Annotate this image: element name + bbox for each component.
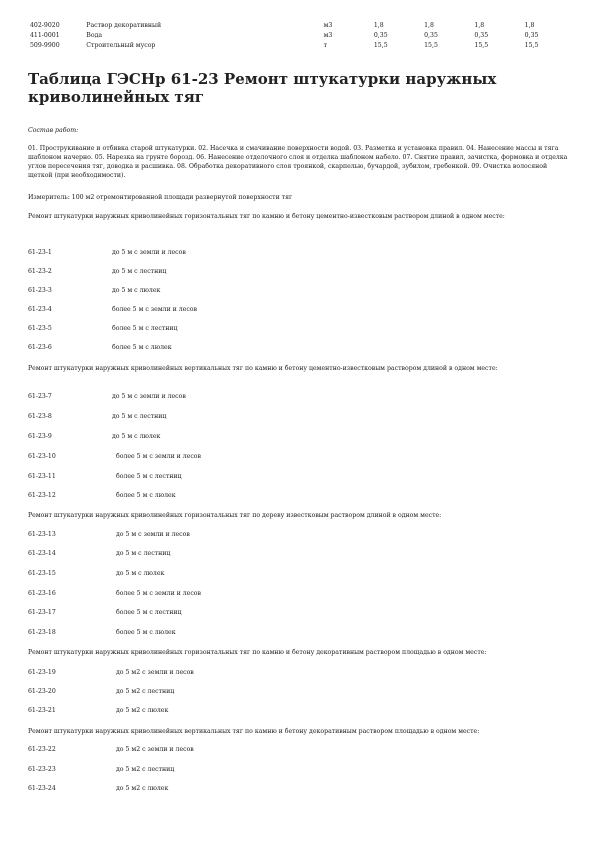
item-code: 61-23-5 — [28, 325, 52, 332]
item-code: 61-23-24 — [28, 785, 56, 792]
list-item — [28, 343, 172, 352]
item-text: до 5 м с лестниц — [112, 413, 167, 420]
list-item — [28, 668, 194, 677]
group-heading: Ремонт штукатурки наружных криволинейных вертикальных тяг по камню и бетону цементно-известковым раствором длиной в одном месте: — [28, 365, 498, 372]
list-item — [28, 412, 166, 421]
item-code: 61-23-15 — [28, 570, 56, 577]
item-code: 61-23-3 — [28, 287, 52, 294]
table-row — [30, 30, 575, 40]
item-code: 61-23-20 — [28, 688, 56, 695]
list-item — [28, 706, 168, 715]
resource-value: 1,8 — [424, 21, 434, 29]
item-code: 61-23-9 — [28, 433, 52, 440]
item-code: 61-23-4 — [28, 306, 52, 313]
item-text: до 5 м2 с люлек — [116, 707, 169, 714]
item-code: 61-23-18 — [28, 629, 56, 636]
list-item — [28, 324, 178, 333]
item-text: более 5 м с люлек — [116, 629, 176, 636]
item-text: более 5 м с земли и лесов — [116, 590, 202, 597]
list-item — [28, 608, 182, 617]
list-item — [28, 569, 164, 578]
table-row — [30, 20, 575, 30]
item-code: 61-23-1 — [28, 249, 52, 256]
list-item — [28, 248, 186, 257]
item-code: 61-23-8 — [28, 413, 52, 420]
work-composition-text: 01. Прострукивание и отбивка старой штукатурки. 02. Насечка и смачивание поверхности водой. 03. Разметка и установка правил. 04. Нанесение массы и тяга шаблоном начерно. 05. Нарезка на грунте борозд. 06. Нанесение отделочного слоя и отделка шаблоном набело. 07. Снятие правил, зачистка, формовка и отделка углов пересечения тяг, доводка и расшивка. 08. Обработка декоративного слоя троянкой, скарпелью, бучардой, зубилом, гребенкой. 09. Очистка волосяной щеткой (при необходимости). — [28, 145, 568, 179]
resource-unit: м3 — [323, 21, 333, 29]
item-text: до 5 м с земли и лесов — [116, 531, 190, 538]
item-text: более 5 м с лестниц — [116, 473, 182, 480]
group-heading: Ремонт штукатурки наружных криволинейных горизонтальных тяг по камню и бетону декоративным раствором площадью в одном месте: — [28, 649, 487, 656]
item-code: 61-23-12 — [28, 492, 56, 499]
resource-unit: м3 — [323, 31, 333, 39]
list-item — [28, 549, 170, 558]
item-code: 61-23-17 — [28, 609, 56, 616]
item-text: до 5 м с земли и лесов — [112, 393, 186, 400]
item-code: 61-23-21 — [28, 707, 56, 714]
resource-name: Вода — [86, 31, 103, 39]
item-code: 61-23-7 — [28, 393, 52, 400]
group-heading: Ремонт штукатурки наружных криволинейных горизонтальных тяг по дереву известковым раствором длиной в одном месте: — [28, 512, 442, 519]
list-item — [28, 472, 182, 481]
list-item — [28, 392, 186, 401]
resource-table — [30, 20, 575, 50]
list-item — [28, 745, 194, 754]
item-text: до 5 м2 с лестниц — [116, 766, 175, 773]
item-code: 61-23-2 — [28, 268, 52, 275]
list-item — [28, 305, 197, 314]
list-item — [28, 628, 176, 637]
resource-code: 411-0001 — [30, 31, 60, 39]
item-code: 61-23-13 — [28, 531, 56, 538]
list-item — [28, 267, 166, 276]
item-text: до 5 м2 с земли и лесов — [116, 746, 194, 753]
item-text: до 5 м с земли и лесов — [112, 249, 186, 256]
resource-value: 15,5 — [373, 41, 388, 49]
item-code: 61-23-11 — [28, 473, 56, 480]
resource-value: 15,5 — [474, 41, 489, 49]
item-text: более 5 м с люлек — [112, 344, 172, 351]
item-code: 61-23-22 — [28, 746, 56, 753]
resource-value: 1,8 — [474, 21, 485, 29]
resource-value: 1,8 — [373, 21, 384, 29]
resource-value: 1,8 — [524, 21, 535, 29]
item-text: до 5 м с люлек — [112, 287, 161, 294]
list-item — [28, 687, 174, 696]
item-text: до 5 м с люлек — [116, 570, 165, 577]
resource-unit: т — [323, 41, 328, 49]
resource-value: 0,35 — [524, 31, 539, 39]
resource-value: 0,35 — [424, 31, 438, 39]
measure-unit: Измеритель: 100 м2 отремонтированной площади развернутой поверхности тяг — [28, 194, 293, 201]
item-code: 61-23-23 — [28, 766, 56, 773]
list-item — [28, 589, 201, 598]
list-item — [28, 784, 168, 793]
item-code: 61-23-6 — [28, 344, 52, 351]
item-text: более 5 м с лестниц — [112, 325, 178, 332]
table-title: Таблица ГЭСНр 61-23 Ремонт штукатурки наружных криволинейных тяг — [28, 70, 497, 106]
resource-value: 15,5 — [424, 41, 438, 49]
item-text: более 5 м с лестниц — [116, 609, 182, 616]
table-row — [30, 40, 575, 50]
resource-name: Строительный мусор — [86, 41, 156, 49]
resource-code: 509-9900 — [30, 41, 60, 49]
item-text: до 5 м с лестниц — [112, 268, 167, 275]
resource-value: 15,5 — [524, 41, 539, 49]
item-text: до 5 м2 с люлек — [116, 785, 169, 792]
group-heading: Ремонт штукатурки наружных криволинейных горизонтальных тяг по камню и бетону цементно-известковым раствором длиной в одном месте: — [28, 213, 505, 220]
resource-value: 0,35 — [373, 31, 388, 39]
resource-value: 0,35 — [474, 31, 489, 39]
list-item — [28, 491, 176, 500]
item-text: более 5 м с земли и лесов — [112, 306, 198, 313]
list-item — [28, 432, 160, 441]
item-text: до 5 м с лестниц — [116, 550, 171, 557]
list-item — [28, 286, 160, 295]
group-heading: Ремонт штукатурки наружных криволинейных вертикальных тяг по камню и бетону декоративным раствором площадью в одном месте: — [28, 728, 480, 735]
item-text: до 5 м2 с лестниц — [116, 688, 175, 695]
list-item — [28, 452, 201, 461]
item-code: 61-23-10 — [28, 453, 56, 460]
item-text: более 5 м с люлек — [116, 492, 176, 499]
item-text: до 5 м2 с земли и лесов — [116, 669, 194, 676]
list-item — [28, 765, 174, 774]
item-code: 61-23-19 — [28, 669, 56, 676]
resource-name: Раствор декоративный — [86, 21, 162, 29]
item-code: 61-23-14 — [28, 550, 56, 557]
list-item — [28, 530, 190, 539]
item-text: более 5 м с земли и лесов — [116, 453, 202, 460]
item-code: 61-23-16 — [28, 590, 56, 597]
work-composition-heading: Состав работ: — [28, 127, 79, 134]
item-text: до 5 м с люлек — [112, 433, 161, 440]
resource-code: 402-9020 — [30, 21, 60, 29]
